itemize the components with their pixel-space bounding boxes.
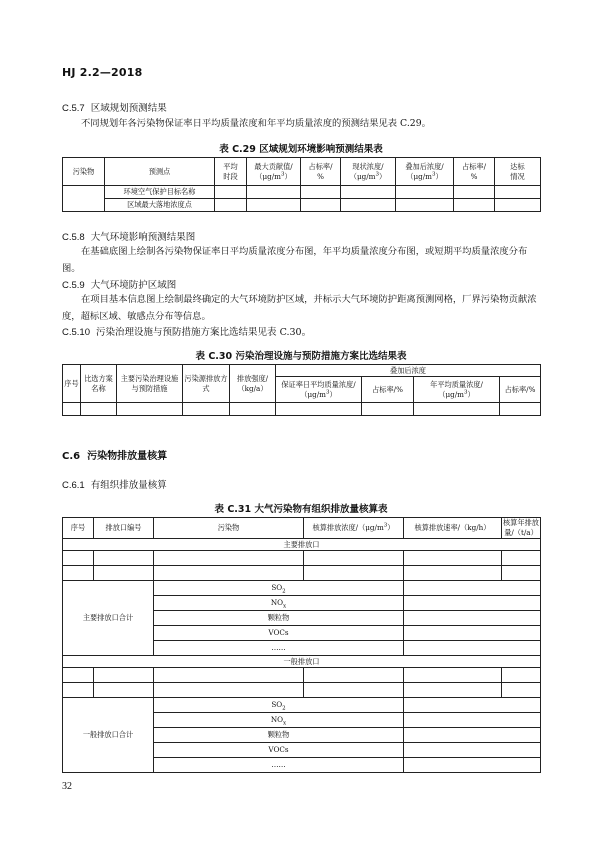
pollutant-vocs: VOCs bbox=[154, 743, 404, 758]
general-outlet-total: 一般排放口合计 bbox=[63, 698, 154, 773]
th-no: 序号 bbox=[63, 365, 81, 403]
para-c59: 在项目基本信息图上绘制最终确定的大气环境防护区域，并标示大气环境防护距离预测网格，厂界污染物贡献浓度，超标区域、敏感点分布等信息。 bbox=[62, 294, 537, 322]
row-max-point: 区域最大落地浓度点 bbox=[105, 199, 215, 212]
th-emission-mode: 污染源排放方式 bbox=[183, 365, 230, 403]
th-ratio-b: 占标率/% bbox=[500, 377, 541, 403]
th-ratio: 占标率/ % bbox=[301, 158, 341, 186]
group-main-outlet: 主要排放口 bbox=[63, 539, 541, 551]
section-c57: C.5.7 区域规划预测结果 bbox=[62, 103, 167, 114]
th-pollutant: 污染物 bbox=[63, 158, 105, 186]
th-max-contrib: 最大贡献值/ $(\mu g/m^3)$ bbox=[247, 158, 301, 186]
pollutant-etc: …… bbox=[154, 641, 404, 656]
page-number: 32 bbox=[62, 781, 72, 792]
pollutant-pm: 颗粒物 bbox=[154, 611, 404, 626]
th-intensity: 排放强度/ （kg/a） bbox=[230, 365, 276, 403]
pollutant-nox: $NO_x$ bbox=[154, 596, 404, 611]
pollutant-so2: $SO_2$ bbox=[154, 581, 404, 596]
pollutant-etc: …… bbox=[154, 758, 404, 773]
table-c29-caption: 表 C.29 区域规划环境影响预测结果表 bbox=[219, 144, 383, 155]
th-seq: 序号 bbox=[63, 518, 94, 539]
th-current: 现状浓度/ $(\mu g/m^3)$ bbox=[341, 158, 396, 186]
th-point: 预测点 bbox=[105, 158, 215, 186]
pollutant-so2: $SO_2$ bbox=[154, 698, 404, 713]
th-pollutant: 污染物 bbox=[154, 518, 304, 539]
th-daily-conc: 保证率日平均质量浓度$/(\mu g/m^3)$ bbox=[276, 377, 362, 403]
th-conc: 核算排放浓度$/(\mu g/m^3)$ bbox=[304, 518, 404, 539]
doc-header: HJ 2.2—2018 bbox=[62, 66, 143, 79]
pollutant-vocs: VOCs bbox=[154, 626, 404, 641]
section-c510: C.5.10 污染治理设施与预防措施方案比选结果见表 C.30。 bbox=[62, 327, 312, 338]
table-c29 bbox=[62, 157, 541, 212]
table-c31 bbox=[62, 517, 541, 773]
th-superposed: 叠加后浓度/ $(\mu g/m^3)$ bbox=[396, 158, 454, 186]
table-c30-caption: 表 C.30 污染治理设施与预防措施方案比选结果表 bbox=[195, 351, 407, 362]
th-ratio-a: 占标率/% bbox=[362, 377, 414, 403]
para-c57: 不同规划年各污染物保证率日平均质量浓度和年平均质量浓度的预测结果见表 C.29。 bbox=[81, 118, 431, 129]
th-annual-conc: 年平均质量浓度/ $(\mu g/m^3)$ bbox=[414, 377, 500, 403]
th-measures: 主要污染治理设施与预防措施 bbox=[117, 365, 183, 403]
section-c58: C.5.8 大气环境影响预测结果图 bbox=[62, 232, 196, 243]
th-rate: 核算排放速率/（kg/h） bbox=[404, 518, 502, 539]
para-c58: 在基础底图上绘制各污染物保证率日平均质量浓度分布图，年平均质量浓度分布图，或短期平均质量浓度分布图。 bbox=[62, 246, 528, 274]
th-superposed-conc: 叠加后浓度 bbox=[276, 365, 541, 377]
th-compliance: 达标 情况 bbox=[495, 158, 541, 186]
pollutant-pm: 颗粒物 bbox=[154, 728, 404, 743]
th-scheme: 比选方案名称 bbox=[81, 365, 117, 403]
th-annual: 核算年排放量/（t/a） bbox=[503, 518, 539, 537]
section-c59: C.5.9 大气环境防护区域图 bbox=[62, 280, 177, 291]
th-ratio2: 占标率/ % bbox=[454, 158, 495, 186]
table-c31-caption: 表 C.31 大气污染物有组织排放量核算表 bbox=[214, 504, 388, 515]
row-protect-target: 环境空气保护目标名称 bbox=[105, 186, 215, 199]
th-period: 平均 时段 bbox=[215, 158, 247, 186]
group-general-outlet: 一般排放口 bbox=[63, 656, 541, 668]
section-c61: C.6.1 有组织排放量核算 bbox=[62, 480, 167, 491]
th-outlet-id: 排放口编号 bbox=[94, 518, 154, 539]
table-c30 bbox=[62, 364, 541, 416]
pollutant-nox: $NO_x$ bbox=[154, 713, 404, 728]
section-c6: C.6 污染物排放量核算 bbox=[62, 451, 168, 462]
main-outlet-total: 主要排放口合计 bbox=[63, 581, 154, 656]
